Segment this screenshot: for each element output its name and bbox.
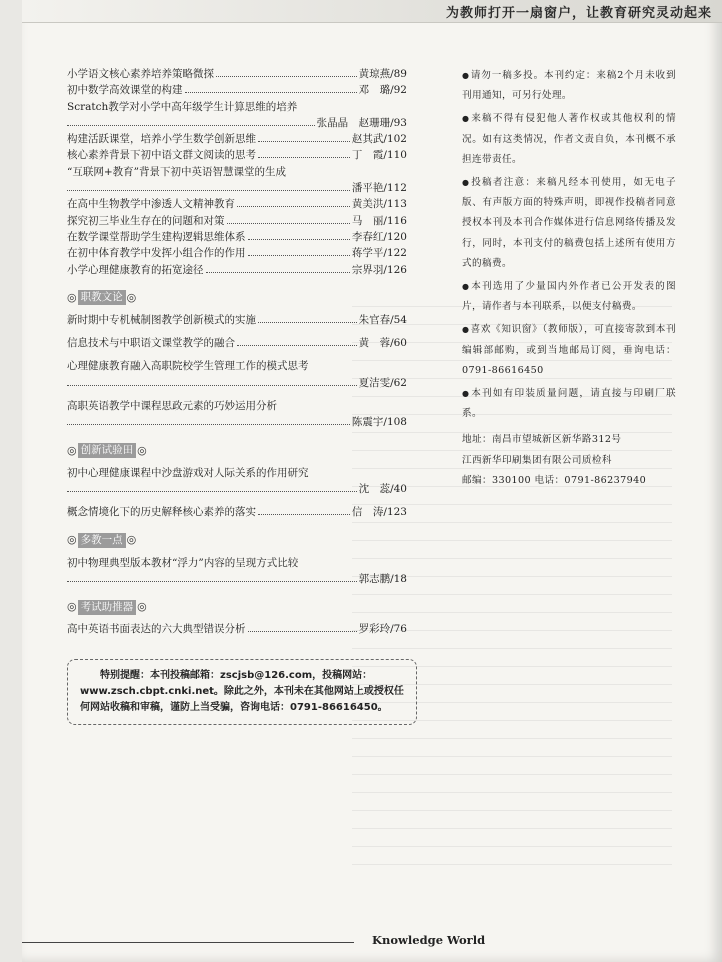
- toc-entry-author: 宗界羽/126: [351, 263, 407, 276]
- ring-icon: ◎: [67, 443, 77, 457]
- page-footer: [22, 932, 722, 962]
- toc-entry-title: 探究初三毕业生存在的问题和对策: [67, 214, 225, 227]
- section-header: [67, 290, 407, 306]
- bullet-icon: ●: [462, 178, 471, 188]
- toc-entry: [67, 66, 407, 82]
- toc-entry-title: 小学语文核心素养培养策略微探: [67, 68, 214, 80]
- right-notes-column: [462, 66, 676, 491]
- note-item: [462, 320, 676, 381]
- address-line: 地址：南昌市望城新区新华路312号: [462, 434, 622, 446]
- submission-notice: [67, 659, 417, 725]
- section-header: [67, 443, 407, 459]
- toc-entry-title: 心理健康教育融入高职院校学生管理工作的模式思考: [67, 360, 309, 373]
- toc-entry-author: 蒋学平/122: [351, 247, 407, 260]
- footer-brand: Knowledge World: [372, 933, 486, 947]
- toc-entry-title: Scratch教学对小学中高年级学生计算思维的培养: [67, 100, 298, 113]
- toc-entry: [67, 229, 407, 245]
- toc-entry-title: 信息技术与中职语文课堂教学的融合: [67, 337, 235, 350]
- toc-top-list: [67, 66, 407, 278]
- bullet-icon: ●: [462, 282, 471, 292]
- toc-entry-author: 张晶晶 赵珊珊/93: [316, 116, 407, 129]
- ring-icon: ◎: [137, 443, 147, 457]
- toc-entry-title: 高职英语教学中课程思政元素的巧妙运用分析: [67, 400, 277, 413]
- header-slogan: 为教师打开一扇窗户，让教育研究灵动起来: [445, 6, 712, 21]
- toc-entry-author: 黄美洪/113: [351, 198, 407, 211]
- section-label: 创新试验田: [78, 443, 137, 458]
- toc-entry-title: “互联网+教育”背景下初中英语智慧课堂的生成: [67, 165, 287, 178]
- ring-icon: ◎: [126, 533, 137, 547]
- toc-entry-author: 朱官春/54: [358, 313, 407, 326]
- toc-entry-author: 李春红/120: [351, 230, 407, 243]
- section-label: 职教文论: [78, 290, 126, 305]
- toc-entry-title: 概念情境化下的历史解释核心素养的落实: [67, 506, 256, 519]
- note-text: 请勿一稿多投。本刊约定：来稿2个月未收到刊用通知，可另行处理。: [462, 70, 676, 102]
- toc-entry: [67, 245, 407, 261]
- toc-entry-author: 夏洁雯/62: [358, 376, 407, 389]
- section-label: 多教一点: [78, 533, 126, 548]
- note-item: [462, 277, 676, 317]
- toc-entry-title: 在初中体育教学中发挥小组合作的作用: [67, 247, 246, 260]
- toc-entry: [67, 555, 407, 588]
- note-item: [462, 66, 676, 106]
- toc-entry: [67, 196, 407, 212]
- toc-entry: [67, 213, 407, 229]
- footer-rule: [22, 942, 354, 943]
- section-entries: [67, 621, 407, 637]
- note-text: 本刊选用了少量国内外作者已公开发表的图片，请作者与本刊联系，以便支付稿费。: [462, 281, 676, 313]
- toc-entry: [67, 358, 407, 391]
- notes-list: [462, 66, 676, 424]
- notice-text: 特别提醒：本刊投稿邮箱：zscjsb@126.com，投稿网站：www.zsch.cbpt.cnki.net。除此之外，本刊未在其他网站上或授权任何网站收稿和审稿，谨防上当受骗，咨询电话：0791-86616450。: [80, 670, 404, 714]
- ring-icon: ◎: [126, 290, 137, 304]
- toc-entry-title: 初中心理健康课程中沙盘游戏对人际关系的作用研究: [67, 466, 309, 479]
- toc-entry-author: 黄 蓉/60: [358, 337, 407, 350]
- bullet-icon: ●: [462, 114, 471, 124]
- note-text: 喜欢《知识窗》（教师版），可直接寄款到本刊编辑部邮购，或到当地邮局订阅，垂询电话：0791-86616450: [462, 324, 676, 376]
- address-block: [462, 430, 676, 491]
- top-banner: [22, 0, 722, 23]
- toc-entry-title: 初中物理典型版本教材“浮力”内容的呈现方式比较: [67, 556, 299, 569]
- toc-entry: [67, 312, 407, 328]
- printer-line: 江西新华印刷集团有限公司质检科: [462, 454, 612, 466]
- note-text: 投稿者注意：来稿凡经本刊使用，如无电子版、有声版方面的特殊声明，即视作投稿者同意授权本刊及本刊合作媒体进行信息网络传播及发行，同时，本刊支付的稿费包括上述所有使用方式的稿费。: [462, 177, 676, 269]
- toc-sections: [67, 290, 407, 638]
- bullet-icon: ●: [462, 71, 470, 80]
- toc-entry-title: 高中英语书面表达的六大典型错误分析: [67, 623, 246, 636]
- toc-entry-author: 邓 璐/92: [358, 84, 407, 97]
- note-item: [462, 109, 676, 170]
- toc-entry: [67, 504, 407, 520]
- toc-entry-title: 小学心理健康教育的拓宽途径: [67, 263, 204, 276]
- toc-entry-author: 丁 霞/110: [351, 149, 407, 162]
- toc-entry-title: 核心素养背景下初中语文群文阅读的思考: [67, 149, 256, 162]
- toc-entry: [67, 465, 407, 498]
- toc-entry-author: 赵其武/102: [351, 133, 407, 146]
- toc-entry-author: 潘平艳/112: [351, 182, 407, 195]
- toc-entry-author: 沈 蕊/40: [358, 482, 407, 495]
- section-label: 考试助推器: [78, 600, 137, 615]
- toc-entry: [67, 131, 407, 147]
- bullet-icon: ●: [462, 389, 471, 399]
- section-entries: [67, 555, 407, 588]
- toc-entry-author: 郭志鹏/18: [358, 572, 407, 585]
- toc-entry-author: 马 丽/116: [351, 214, 407, 227]
- toc-entry-author: 信 涛/123: [351, 506, 407, 519]
- section-entries: [67, 312, 407, 431]
- toc-entry: [67, 99, 407, 132]
- note-item: [462, 384, 676, 424]
- table-of-contents: [67, 66, 407, 725]
- toc-entry-author: 陈震宇/108: [351, 416, 407, 429]
- postal-line: 邮编：330100 电话：0791-86237940: [462, 474, 647, 486]
- ring-icon: ◎: [67, 290, 77, 304]
- section-header: [67, 599, 407, 615]
- toc-entry-title: 新时期中专机械制图教学创新模式的实施: [67, 313, 256, 326]
- toc-entry-title: 初中数学高效课堂的构建: [67, 84, 183, 97]
- note-item: [462, 173, 676, 274]
- toc-entry: [67, 82, 407, 98]
- toc-entry-title: 在高中生物教学中渗透人文精神教育: [67, 198, 235, 211]
- note-text: 来稿不得有侵犯他人著作权或其他权利的情况。如有这类情况，作者文责自负，本刊概不承担连带责任。: [462, 113, 676, 165]
- toc-entry-author: 罗彩玲/76: [358, 623, 407, 636]
- toc-entry-title: 构建活跃课堂，培养小学生数学创新思维: [67, 133, 256, 146]
- ring-icon: ◎: [67, 599, 77, 613]
- ring-icon: ◎: [67, 533, 77, 547]
- toc-entry-author: 黄琼燕/89: [358, 68, 407, 80]
- bullet-icon: ●: [462, 325, 470, 335]
- toc-entry: [67, 398, 407, 431]
- section-entries: [67, 465, 407, 521]
- toc-entry: [67, 621, 407, 637]
- toc-entry: [67, 164, 407, 197]
- section-header: [67, 533, 407, 549]
- note-text: 本刊如有印装质量问题，请直接与印刷厂联系。: [462, 388, 676, 420]
- magazine-page: [22, 0, 722, 962]
- toc-entry: [67, 262, 407, 278]
- ring-icon: ◎: [137, 599, 147, 613]
- toc-entry: [67, 335, 407, 351]
- toc-entry-title: 在数学课堂帮助学生建构逻辑思维体系: [67, 230, 246, 243]
- toc-entry: [67, 147, 407, 163]
